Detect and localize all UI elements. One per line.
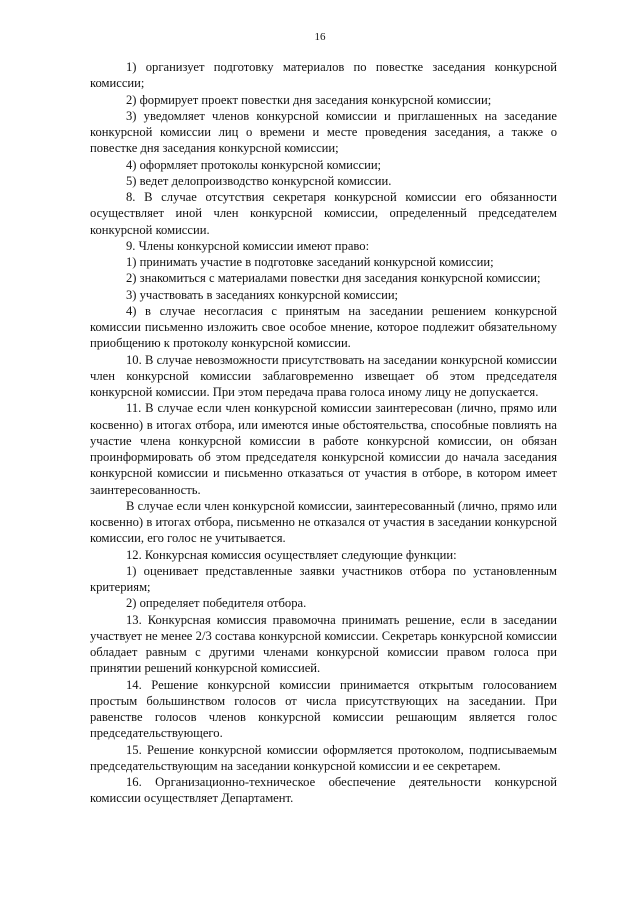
list-item-member-right-1: 1) принимать участие в подготовке заседаний конкурсной комиссии; (126, 255, 494, 269)
list-item-function-1: 1) оценивает представленные заявки участников отбора по установленным критериям; (90, 563, 557, 594)
list-item-secretary-duty-2: 2) формирует проект повестки дня заседания конкурсной комиссии; (126, 92, 492, 107)
page-number: 16 (314, 31, 326, 43)
list-item-secretary-duty-4: 4) оформляет протоколы конкурсной комиссии; (126, 157, 382, 172)
list-item-member-right-4: 4) в случае несогласия с принятым на заседании решением конкурсной комиссии письменно изложить свое особое мнение, которое подлежит обязательному приобщению к протоколу конкурсной комиссии. (90, 303, 557, 351)
list-item-function-2: 2) определяет победителя отбора. (126, 596, 307, 611)
list-item-member-right-2: 2) знакомиться с материалами повестки дня заседания конкурсной комиссии; (126, 271, 541, 286)
list-item-secretary-duty-1: 1) организует подготовку материалов по повестке заседания конкурсной комиссии; (90, 60, 557, 91)
list-item-secretary-duty-3: 3) уведомляет членов конкурсной комиссии и приглашенных на заседание конкурсной комиссии лиц о времени и месте проведения заседания, а также о повестке дня заседания конкурсной комиссии; (90, 108, 557, 156)
clause-8: 8. В случае отсутствия секретаря конкурсной комиссии его обязанности осуществляет иной член конкурсной комиссии, определенный председателем конкурсной комиссии. (90, 190, 557, 237)
clause-14: 14. Решение конкурсной комиссии принимается открытым голосованием простым большинством голосов от числа присутствующих на заседании. При равенстве голосов членов конкурсной комиссии решающим является голос председательствующего. (90, 677, 557, 741)
clause-16: 16. Организационно-техническое обеспечение деятельности конкурсной комиссии осуществляет Департамент. (90, 775, 557, 806)
clause-13: 13. Конкурсная комиссия правомочна принимать решение, если в заседании участвует не менее 2/3 состава конкурсной комиссии. Секретарь конкурсной комиссии обладает равным с другими членами конкурсной комиссии правом голоса при принятии решений конкурсной комиссией. (90, 612, 557, 676)
clause-9: 9. Члены конкурсной комиссии имеют право: (126, 238, 370, 253)
list-item-member-right-3: 3) участвовать в заседаниях конкурсной комиссии; (126, 287, 399, 302)
list-item-secretary-duty-5: 5) ведет делопроизводство конкурсной комиссии. (126, 173, 392, 188)
clause-11-continuation: В случае если член конкурсной комиссии, заинтересованный (лично, прямо или косвенно) в итогах отбора, письменно не отказался от участия в заседании конкурсной комиссии, его голос не учитывается. (90, 498, 557, 546)
clause-15: 15. Решение конкурсной комиссии оформляется протоколом, подписываемым председательствующим на заседании конкурсной комиссии и ее секретарем. (90, 742, 557, 773)
clause-11: 11. В случае если член конкурсной комиссии заинтересован (лично, прямо или косвенно) в итогах отбора, или имеются иные обстоятельства, способные повлиять на участие члена конкурсной комиссии в работе конкурсной комиссии, он обязан проинформировать об этом председателя конкурсной комиссии до начала заседания конкурсной комиссии и письменно отказаться от участия в отборе, в котором имеет заинтересованность. (90, 401, 557, 497)
document-body (90, 59, 557, 807)
clause-10: 10. В случае невозможности присутствовать на заседании конкурсной комиссии член конкурсной комиссии заблаговременно извещает об этом председателя конкурсной комиссии. При этом передача права голоса иному лицу не допускается. (90, 352, 557, 399)
clause-12: 12. Конкурсная комиссия осуществляет следующие функции: (126, 547, 457, 562)
